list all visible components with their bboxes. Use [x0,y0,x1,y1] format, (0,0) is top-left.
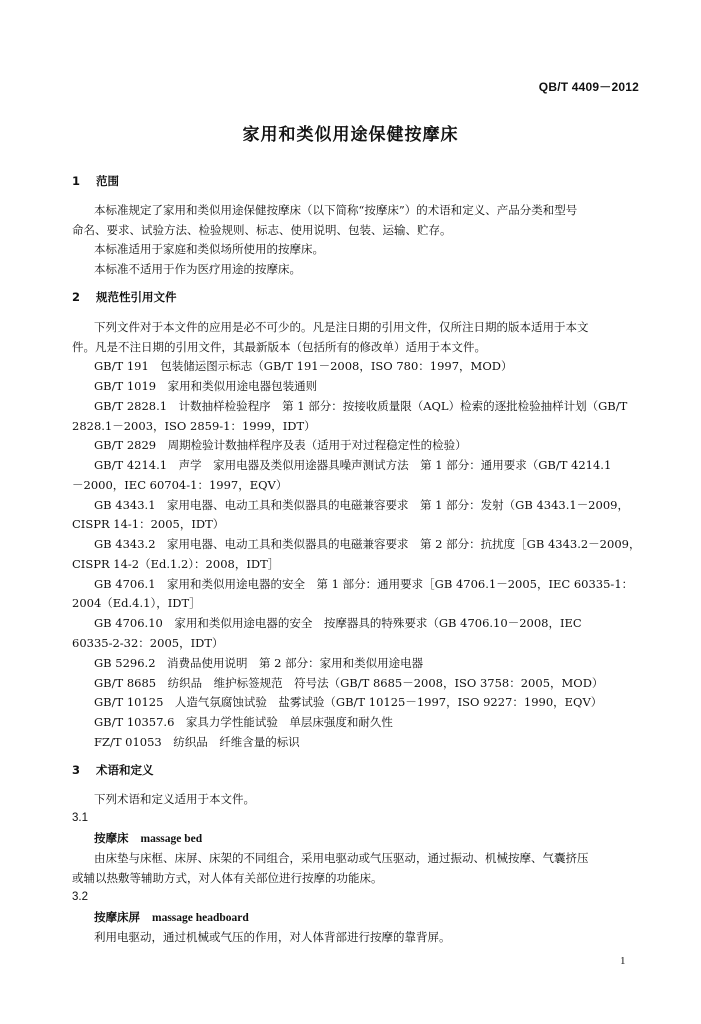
term-definition-line: 利用电驱动，通过机械或气压的作用，对人体背部进行按摩的靠背屏。 [94,930,451,944]
reference-entry: GB 4343.1 家用电器、电动工具和类似器具的电磁兼容要求 第 1 部分：发射（GB 4343.1－2009， [94,498,629,512]
reference-entry: FZ/T 01053 纺织品 纤维含量的标识 [94,735,300,749]
term-definition-line: 由床垫与床框、床屏、床架的不同组合，采用电驱动或气压驱动，通过振动、机械按摩、气囊挤压 [94,851,589,865]
term-english: massage headboard [152,912,249,924]
reference-entry-continued: CISPR 14-1：2005，IDT） [72,517,225,531]
reference-entry-continued: 2004（Ed.4.1），IDT］ [72,596,201,610]
standard-code: QB/T 4409－2012 [538,80,639,94]
reference-entry: GB 4706.10 家用和类似用途电器的安全 按摩器具的特殊要求（GB 4706.10－2008，IEC [94,616,582,630]
section-title: 范围 [96,174,119,188]
section-title: 术语和定义 [96,763,154,777]
section-1-heading [72,172,639,190]
term-entry [72,829,661,848]
reference-entry: GB/T 2829 周期检验计数抽样程序及表（适用于对过程稳定性的检验） [94,438,467,452]
scope-paragraph-line: 命名、要求、试验方法、检验规则、标志、使用说明、包装、运输、贮存。 [72,223,452,237]
reference-entry: GB 4706.1 家用和类似用途电器的安全 第 1 部分：通用要求［GB 4706.1－2005，IEC 60335-1： [94,577,634,591]
term-chinese: 按摩床 [94,831,129,845]
section-title: 规范性引用文件 [96,290,177,304]
references-intro-line: 下列文件对于本文件的应用是必不可少的。凡是注日期的引用文件，仅所注日期的版本适用于本文 [94,320,589,334]
section-number: 3 [72,763,81,777]
reference-entry: GB/T 8685 纺织品 维护标签规范 符号法（GB/T 8685－2008，ISO 3758：2005，MOD） [94,676,604,690]
section-3-heading [72,761,639,779]
scope-paragraph: 本标准适用于家庭和类似场所使用的按摩床。 [94,242,324,256]
reference-entry: GB/T 10357.6 家具力学性能试验 单层床强度和耐久性 [94,715,393,729]
term-definition-line: 或辅以热敷等辅助方式，对人体有关部位进行按摩的功能床。 [72,871,383,885]
reference-entry: GB/T 1019 家用和类似用途电器包装通则 [94,379,318,393]
reference-entry: GB 5296.2 消费品使用说明 第 2 部分：家用和类似用途电器 [94,656,424,670]
reference-entry: GB/T 4214.1 声学 家用电器及类似用途器具噪声测试方法 第 1 部分：通用要求（GB/T 4214.1 [94,458,612,472]
clause-number: 3.1 [72,812,88,824]
reference-entry: GB/T 2828.1 计数抽样检验程序 第 1 部分：按接收质量限（AQL）检索的逐批检验抽样计划（GB/T [94,399,628,413]
document-title: 家用和类似用途保健按摩床 [242,125,459,145]
page-number: 1 [620,955,626,967]
scope-paragraph-line: 本标准规定了家用和类似用途保健按摩床（以下简称“按摩床”）的术语和定义、产品分类和型号 [94,203,578,217]
reference-entry-continued: 60335-2-32：2005，IDT） [72,636,224,650]
reference-entry: GB 4343.2 家用电器、电动工具和类似器具的电磁兼容要求 第 2 部分：抗扰度［GB 4343.2－2009， [94,537,641,551]
section-number: 1 [72,174,81,188]
terms-intro: 下列术语和定义适用于本文件。 [94,792,255,806]
references-intro-line: 件。凡是不注日期的引用文件，其最新版本（包括所有的修改单）适用于本文件。 [72,340,486,354]
reference-entry-continued: －2000，IEC 60704-1：1997，EQV） [72,478,288,492]
clause-number: 3.2 [72,891,88,903]
term-english: massage bed [140,833,203,845]
section-2-heading [72,288,639,306]
scope-paragraph: 本标准不适用于作为医疗用途的按摩床。 [94,262,301,276]
term-chinese: 按摩床屏 [94,910,140,924]
term-entry [72,908,661,927]
reference-entry-continued: 2828.1－2003，ISO 2859-1：1999，IDT） [72,419,316,433]
reference-entry: GB/T 191 包装储运图示标志（GB/T 191－2008，ISO 780：1997，MOD） [94,359,513,373]
reference-entry: GB/T 10125 人造气氛腐蚀试验 盐雾试验（GB/T 10125－1997，ISO 9227：1990，EQV） [94,695,603,709]
reference-entry-continued: CISPR 14-2（Ed.1.2）：2008，IDT］ [72,557,280,571]
section-number: 2 [72,290,81,304]
